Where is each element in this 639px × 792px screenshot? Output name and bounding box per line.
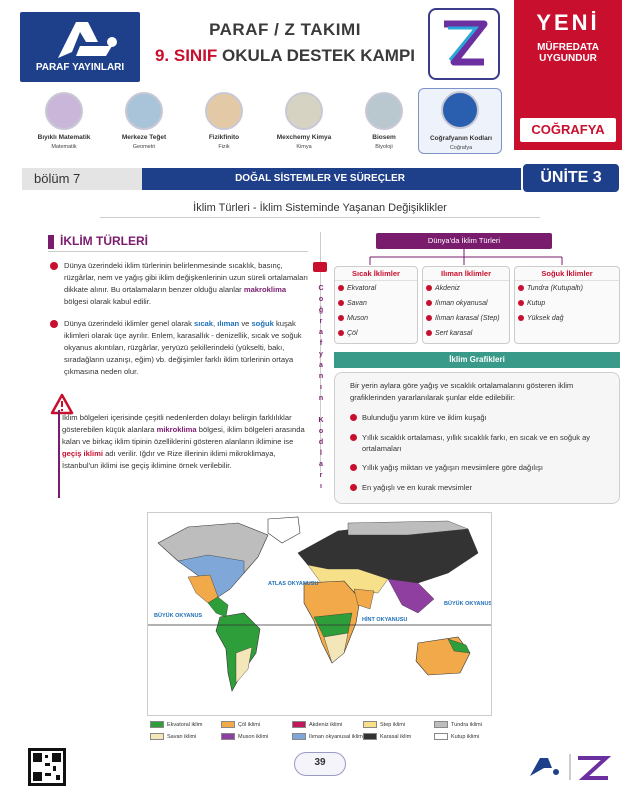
video-icon[interactable] [313, 262, 327, 272]
legend-label: Muson iklimi [238, 734, 269, 740]
legend-swatch [150, 721, 164, 728]
section-heading: İKLİM TÜRLERİ [48, 233, 308, 251]
map-legend [150, 721, 495, 745]
climate-types-heading: Dünya'da İklim Türleri [376, 233, 552, 249]
graph-item: Yıllık yağış miktarı ve yağışın mevsimlere göre dağılışı [350, 462, 610, 473]
list-item: Ilıman karasal (Step) [423, 311, 509, 326]
legend-label: Savan iklimi [167, 734, 197, 740]
legend-item [221, 721, 260, 731]
graph-item: En yağışlı ve en kurak mevsimler [350, 482, 610, 493]
page-subtitle: İklim Türleri - İklim Sisteminde Yaşanan Değişiklikler [100, 202, 540, 218]
legend-item [434, 721, 482, 731]
legend-item [221, 733, 268, 743]
list-item: Sert karasal [423, 326, 509, 341]
chapter-label: bölüm 7 [22, 168, 142, 190]
vertical-letter: f [319, 340, 323, 347]
legend-label: Karasal iklim [380, 734, 412, 740]
list-item: Ilıman okyanusal [423, 296, 509, 311]
legend-label: Ilıman okyanusal iklim [309, 734, 363, 740]
avatar [45, 92, 83, 130]
legend-label: Step iklimi [380, 722, 406, 728]
avatar [285, 92, 323, 130]
vertical-letter: r [319, 318, 323, 325]
map-label-pacific-right: BÜYÜK OKYANUS [444, 601, 491, 607]
vertical-letter [315, 404, 327, 415]
world-climate-map [147, 512, 492, 716]
vertical-letter: d [318, 439, 324, 446]
vertical-letter: ğ [318, 307, 324, 314]
legend-swatch [292, 733, 306, 740]
teacher-name: Bıyıklı Matematik [37, 134, 91, 141]
vertical-letter: a [319, 461, 323, 468]
vertical-letter: y [319, 351, 323, 358]
badge-subject: COĞRAFYA [520, 118, 616, 142]
badge-curriculum: MÜFREDATA UYGUNDUR [537, 42, 599, 64]
vertical-letter: n [318, 373, 324, 380]
teacher-subject: Fizik [218, 144, 230, 150]
vertical-letter: ı [320, 384, 322, 391]
teacher-name: Mexchemy Kimya [276, 134, 332, 141]
legend-label: Akdeniz iklimi [309, 722, 343, 728]
legend-swatch [221, 733, 235, 740]
legend-swatch [221, 721, 235, 728]
legend-swatch [292, 721, 306, 728]
climate-column [514, 266, 620, 344]
legend-item [292, 733, 363, 743]
vertical-letter: K [318, 417, 324, 424]
avatar [125, 92, 163, 130]
vertical-letter: ı [320, 483, 322, 490]
avatar [205, 92, 243, 130]
legend-swatch [434, 733, 448, 740]
vertical-letter: C [318, 285, 324, 292]
legend-label: Kutup iklimi [451, 734, 480, 740]
list-item: Muson [335, 311, 417, 326]
legend-swatch [363, 721, 377, 728]
legend-swatch [363, 733, 377, 740]
vertical-letter: l [320, 450, 322, 457]
curriculum-badge [514, 0, 622, 150]
vertical-letter: o [318, 296, 324, 303]
diagram-connector [334, 249, 620, 267]
title-line-2: 9. SINIF OKULA DESTEK KAMPI [154, 46, 416, 65]
list-item: Akdeniz [423, 281, 509, 296]
teacher-name: Merkeze Teğet [121, 134, 167, 141]
legend-swatch [434, 721, 448, 728]
legend-label: Tundra iklimi [451, 722, 482, 728]
map-graphic [148, 513, 491, 715]
teacher-card-highlight[interactable] [418, 88, 502, 154]
legend-swatch [150, 733, 164, 740]
teacher-subject: Matematik [51, 144, 77, 150]
title-line-1: PARAF / Z TAKIMI [209, 20, 361, 39]
column-title: Sıcak İklimler [335, 267, 417, 281]
badge-new: YENİ [536, 10, 600, 35]
teacher-name: Coğrafyanın Kodları [429, 135, 493, 142]
vertical-letter: o [318, 428, 324, 435]
list-item: Çöl [335, 326, 417, 341]
climate-column [334, 266, 418, 344]
legend-item [150, 721, 202, 731]
section-title: DOĞAL SİSTEMLER VE SÜREÇLER [235, 173, 405, 184]
climate-graphs-heading: İklim Grafikleri [334, 352, 620, 368]
teacher-subject: Geometri [132, 144, 156, 150]
teacher-subject: Kimya [296, 144, 312, 150]
column-title: Ilıman İklimler [423, 267, 509, 281]
list-item: Savan [335, 296, 417, 311]
vertical-letter: a [319, 329, 323, 336]
list-item: Kutup [515, 296, 619, 311]
list-item: Ekvatoral [335, 281, 417, 296]
legend-item [363, 721, 405, 731]
qr-icon [31, 751, 63, 783]
list-item: Yüksek dağ [515, 311, 619, 326]
teacher-name: Biosem [372, 134, 396, 141]
graph-item: Bulunduğu yarım küre ve iklim kuşağı [350, 412, 610, 423]
page-number: 39 [314, 757, 326, 768]
unit-badge: ÜNİTE 3 [521, 162, 621, 194]
column-title: Soğuk İklimler [515, 267, 619, 281]
bullet-icon [50, 262, 58, 270]
legend-item [434, 733, 479, 743]
footer-logo-icon [526, 752, 616, 782]
legend-item [150, 733, 196, 743]
graphs-intro: Bir yerin aylara göre yağış ve sıcaklık ortalamalarını gösteren iklim grafiklerinden yararlanılarak şunlar elde edilebilir: [350, 381, 574, 402]
legend-label: Çöl iklimi [238, 722, 260, 728]
vertical-letter: n [318, 395, 324, 402]
avatar [365, 92, 403, 130]
footer-logos [526, 752, 616, 782]
vertical-letter: a [319, 362, 323, 369]
vertical-brand-text [315, 283, 327, 492]
graph-item: Yıllık sıcaklık ortalaması, yıllık sıcaklık farkı, en sıcak ve en soğuk ay ortalamaları [350, 432, 610, 454]
legend-label: Ekvatoral iklim [167, 722, 203, 728]
globe-icon [441, 91, 479, 129]
paragraph-1: Dünya üzerindeki iklim türlerinin belirlenmesinde sıcaklık, basınç, rüzgârlar, nem ve yağış gibi iklim değişkenlerinin uzun süreli ortalamaları dikkate alınır. Bu ortalamaların benzer olduğu alanlar makroklima bölgesi olarak kabul edilir. [64, 260, 308, 308]
z-team-logo [428, 8, 500, 80]
legend-item [292, 721, 342, 731]
paraf-logo-icon [20, 12, 140, 68]
teacher-subject: Biyoloji [375, 144, 393, 150]
note-paragraph: İklim bölgeleri içerisinde çeşitli nedenlerden dolayı belirgin farklılıklar gösterebilen küçük alanlara mikroklima bölgesi, iklim bölgeleri arasında kalan ve birkaç iklim tipinin özelliklerini gösteren alanların iklimine ise geçiş iklimi adı verilir. Iğdır ve Rize illerinin iklimi mikroklimaya, İstanbul'un iklimi ise geçiş iklimine örnek verilebilir. [62, 413, 305, 470]
map-label-atlantic: ATLAS OKYANUSU [268, 581, 319, 587]
teacher-name: Fizikfinito [208, 134, 240, 141]
qr-code[interactable] [28, 748, 66, 786]
bullet-icon [50, 320, 58, 328]
z-logo-icon [430, 10, 498, 78]
publisher-name: PARAF YAYINLARI [35, 62, 125, 73]
list-item: Tundra (Kutupaltı) [515, 281, 619, 296]
vertical-letter: r [319, 472, 323, 479]
teacher-subject: Coğrafya [449, 145, 473, 151]
legend-item [363, 733, 411, 743]
note-border [58, 410, 60, 498]
climate-column [422, 266, 510, 344]
map-label-indian: HİNT OKYANUSU [362, 617, 408, 623]
teachers-row [24, 92, 504, 162]
paragraph-2: Dünya üzerindeki iklimler genel olarak sıcak, ılıman ve soğuk kuşak iklimleri olarak üçe ayrılır. Enlem, karasallık - denizellik, sıcak ve soğuk okyanus akıntıları, rüzgârlar, yeryüzü şekillerindeki (yükselti, bakı, sıradağların uzanışı, eğim) vb. değişimler farklı iklim türlerinin ortaya çıkmasına neden olur. [64, 318, 308, 378]
map-label-pacific-left: BÜYÜK OKYANUS [154, 613, 203, 619]
